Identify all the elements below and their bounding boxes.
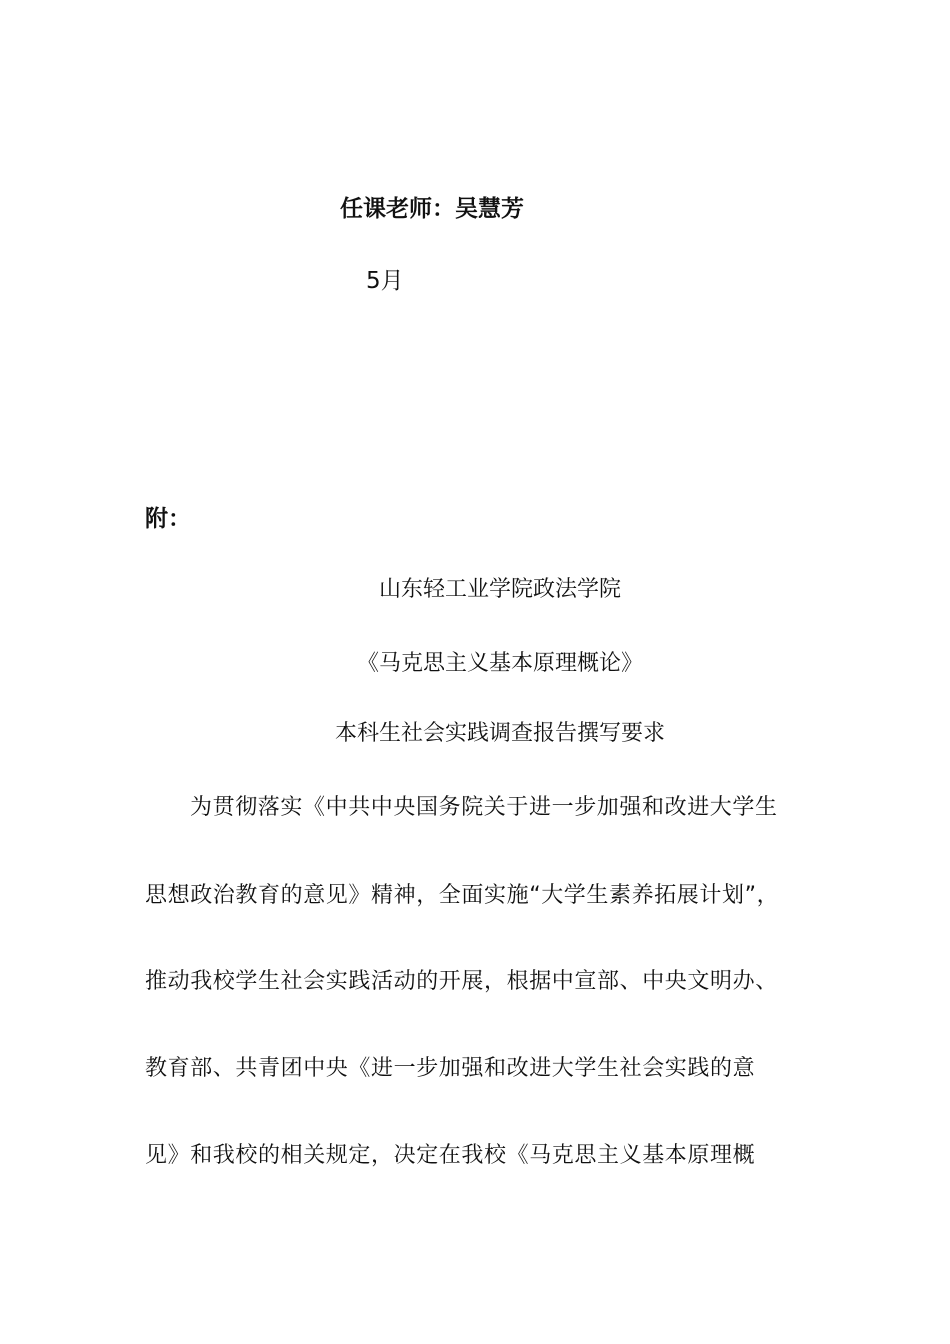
title-school: 山东轻工业学院政法学院 — [378, 577, 621, 602]
body-line-4: 教育部、共青团中央《进一步加强和改进大学生社会实践的意 — [145, 1056, 756, 1081]
body-line-2: 思想政治教育的意见》精神，全面实施“大学生素养拓展计划”， — [145, 883, 780, 908]
title-course: 《马克思主义基本原理概论》 — [356, 651, 643, 676]
body-line-1: 为贯彻落实《中共中央国务院关于进一步加强和改进大学生 — [190, 795, 778, 820]
body-line-3: 推动我校学生社会实践活动的开展，根据中宣部、中央文明办、 — [145, 969, 778, 994]
appendix-label: 附： — [145, 506, 191, 532]
teacher-line: 任课老师：吴慧芳 — [340, 196, 524, 222]
title-requirements: 本科生社会实践调查报告撰写要求 — [334, 721, 665, 746]
body-line-5: 见》和我校的相关规定，决定在我校《马克思主义基本原理概 — [145, 1143, 756, 1168]
date-line: 5月 — [366, 268, 404, 294]
